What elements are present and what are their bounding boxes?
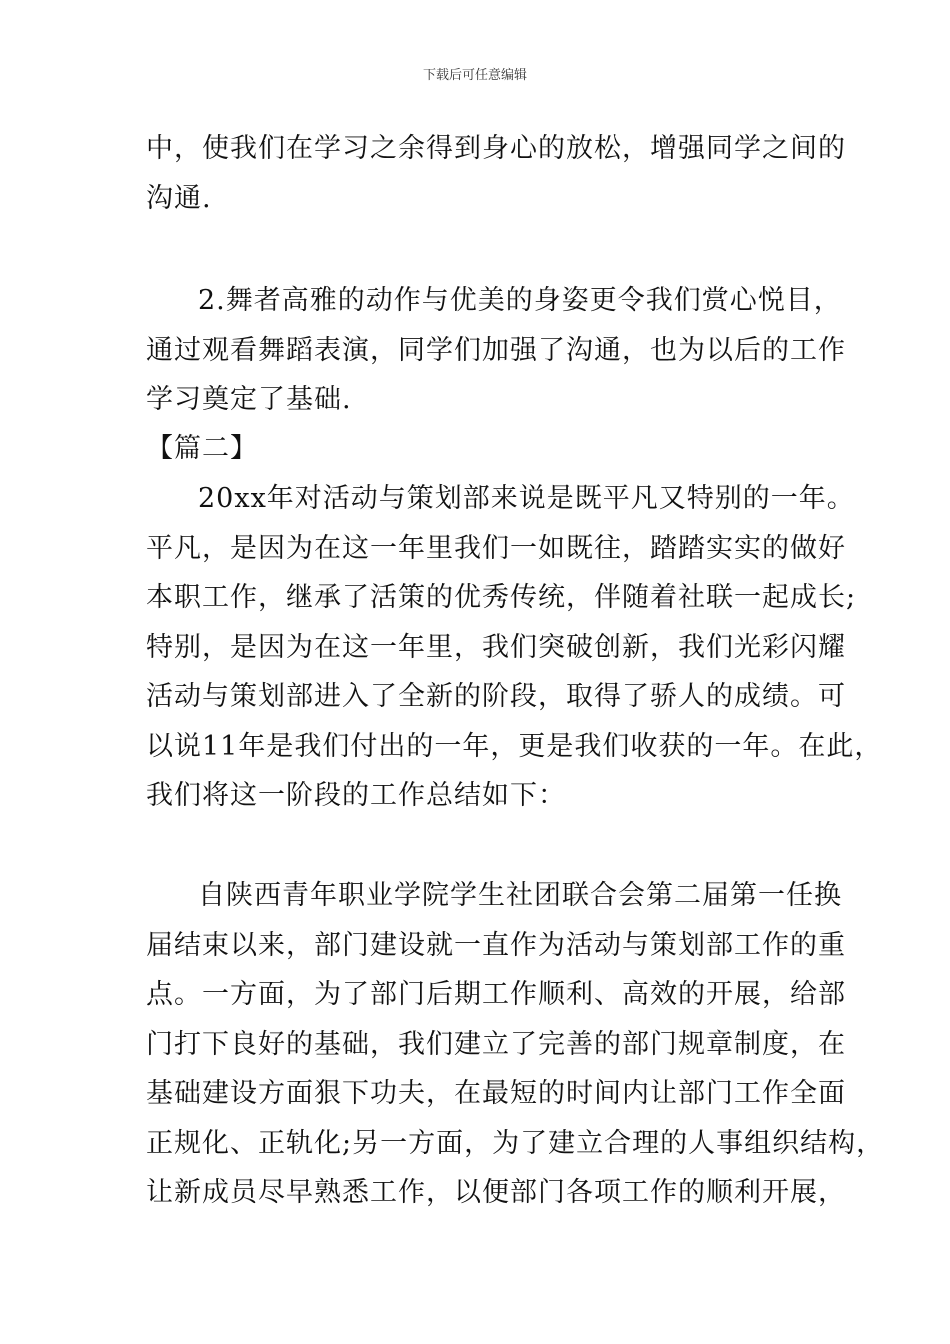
text-line: 以说11年是我们付出的一年，更是我们收获的一年。在此，: [146, 731, 883, 762]
text-line: 基础建设方面狠下功夫，在最短的时间内让部门工作全面: [146, 1078, 846, 1109]
text-line: 2.舞者高雅的动作与优美的身姿更令我们赏心悦目，: [198, 285, 842, 316]
text-line: 正规化、正轨化;另一方面，为了建立合理的人事组织结构，: [146, 1128, 885, 1159]
text-line: 自陕西青年职业学院学生社团联合会第二届第一任换: [198, 880, 842, 911]
text-line: 本职工作，继承了活策的优秀传统，伴随着社联一起成长;: [146, 582, 857, 613]
text-line: 中，使我们在学习之余得到身心的放松，增强同学之间的: [146, 133, 846, 164]
text-line: 届结束以来，部门建设就一直作为活动与策划部工作的重: [146, 930, 846, 961]
text-line: 平凡，是因为在这一年里我们一如既往，踏踏实实的做好: [146, 533, 846, 564]
text-line: 20xx年对活动与策划部来说是既平凡又特别的一年。: [198, 483, 855, 514]
text-line: 活动与策划部进入了全新的阶段，取得了骄人的成绩。可: [146, 681, 846, 712]
text-line: 特别，是因为在这一年里，我们突破创新，我们光彩闪耀: [146, 632, 846, 663]
text-line: 通过观看舞蹈表演，同学们加强了沟通，也为以后的工作: [146, 335, 846, 366]
text-line: 学习奠定了基础.: [146, 384, 352, 415]
text-line: 点。一方面，为了部门后期工作顺利、高效的开展，给部: [146, 979, 846, 1010]
download-note: 下载后可任意编辑: [422, 68, 527, 83]
text-line: 门打下良好的基础，我们建立了完善的部门规章制度，在: [146, 1029, 846, 1060]
text-line: 我们将这一阶段的工作总结如下：: [146, 780, 566, 811]
section-heading: 【篇二】: [146, 433, 258, 464]
text-line: 沟通.: [146, 183, 212, 214]
text-line: 让新成员尽早熟悉工作，以便部门各项工作的顺利开展，: [146, 1177, 846, 1208]
